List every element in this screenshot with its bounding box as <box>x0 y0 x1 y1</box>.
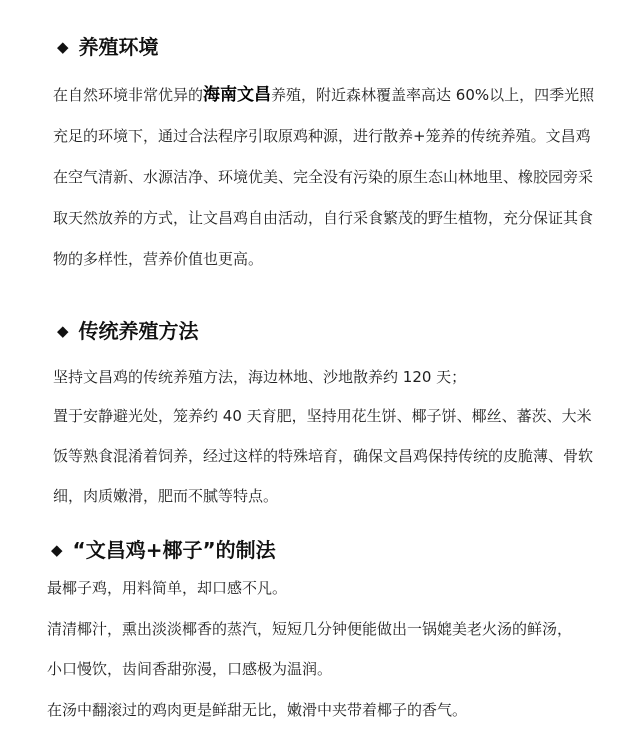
section-title-traditional-method <box>57 318 199 344</box>
section-title-recipe <box>51 537 276 563</box>
section-title-breeding-environment <box>57 34 159 60</box>
black-diamond-icon: ◆ <box>57 38 69 56</box>
recipe-line-1: 最椰子鸡，用料简单，却口感不凡。 <box>47 579 288 597</box>
traditional-method-paragraph-2: 置于安静避光处，笼养约 40 天育肥，坚持用花生饼、椰子饼、椰丝、蕃茨、大米饭等熟食混淆着饲养，经过这样的特殊培育，确保文昌鸡保持传统的皮脆薄、骨软细，肉质嫩滑，肥而不腻等特点。 <box>53 407 594 505</box>
section-title-text: “文昌鸡+椰子”的制法 <box>72 538 276 562</box>
traditional-method-paragraph-1: 坚持文昌鸡的传统养殖方法，海边林地、沙地散养约 120 天； <box>53 368 467 386</box>
black-diamond-icon: ◆ <box>51 541 63 559</box>
breeding-environment-paragraph <box>53 75 601 280</box>
paragraph-text: 养殖，附近森林覆盖率高达 60%以上，四季光照充足的环境下，通过合法程序引取原鸡种源，进行散养+笼养的传统养殖。文昌鸡在空气清新、水源洁净、环境优美、完全没有污染的原生态山林地里、橡胶园旁采取天然放养的方式，让文昌鸡自由活动，自行采食繁茂的野生植物，充分保证其食物的多样性，营养价值也更高。 <box>53 86 595 268</box>
highlight-location: 海南文昌 <box>203 85 272 105</box>
recipe-line-4: 在汤中翻滚过的鸡肉更是鲜甜无比，嫩滑中夹带着椰子的香气。 <box>47 701 468 719</box>
paragraph-text: 在自然环境非常优异的 <box>53 86 204 104</box>
recipe-line-3: 小口慢饮，齿间香甜弥漫，口感极为温润。 <box>47 660 333 678</box>
recipe-line-2: 清清椰汁，熏出淡淡椰香的蒸汽，短短几分钟便能做出一锅媲美老火汤的鲜汤， <box>47 620 573 638</box>
section-title-text: 养殖环境 <box>78 35 159 59</box>
section-title-text: 传统养殖方法 <box>78 319 199 343</box>
black-diamond-icon: ◆ <box>57 322 69 340</box>
